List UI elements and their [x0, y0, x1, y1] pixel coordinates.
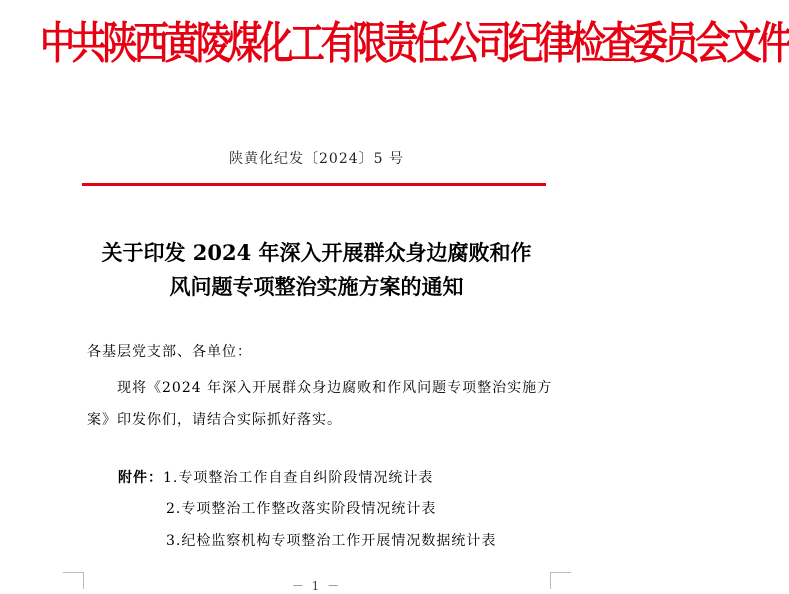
- attachment-text-1: 1.专项整治工作自查自纠阶段情况统计表: [163, 470, 434, 486]
- attachment-item-3: [166, 530, 496, 550]
- red-separator-rule: [82, 183, 546, 186]
- body-paragraph: 现将《2024 年深入开展群众身边腐败和作风问题专项整治实施方案》印发你们，请结合实际抓好落实。: [87, 380, 553, 428]
- title-line-2: 风问题专项整治实施方案的通知: [169, 274, 464, 299]
- issuer-banner: 中共陕西黄陵煤化工有限责任公司纪律检查委员会文件: [40, 18, 789, 69]
- page-number: － 1 －: [291, 579, 342, 593]
- attachment-item-2: [166, 498, 436, 518]
- document-title: [60, 236, 573, 304]
- attachment-item-1: [118, 467, 433, 487]
- attachments-label: 附件：: [118, 470, 163, 486]
- document-number: 陕黄化纪发〔2024〕5 号: [229, 151, 404, 167]
- attachment-text-3: 3.纪检监察机构专项整治工作开展情况数据统计表: [166, 533, 497, 549]
- attachment-text-2: 2.专项整治工作整改落实阶段情况统计表: [166, 501, 437, 517]
- title-line-1: 关于印发 2024 年深入开展群众身边腐败和作: [101, 240, 532, 265]
- salutation: 各基层党支部、各单位：: [87, 344, 252, 360]
